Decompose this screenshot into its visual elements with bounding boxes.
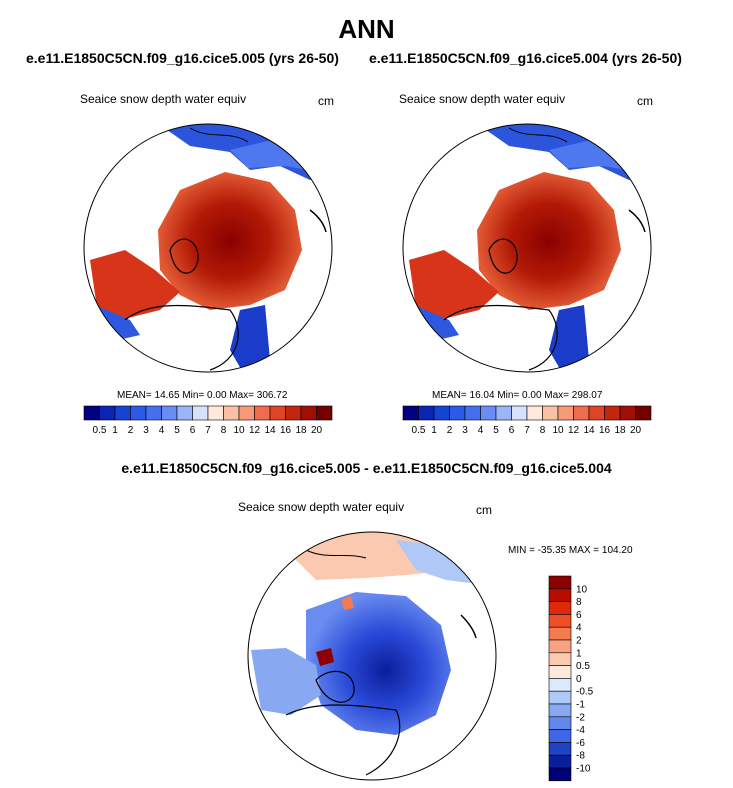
left-colorbar-tick-label: 14	[264, 425, 276, 436]
left-colorbar-swatch	[193, 406, 209, 420]
difference-colorbar	[540, 574, 600, 784]
right-colorbar-swatch	[496, 406, 512, 420]
diff-colorbar-swatch	[549, 602, 571, 615]
right-colorbar-swatch	[434, 406, 450, 420]
left-colorbar-tick-label: 12	[248, 425, 261, 436]
diff-colorbar-tick-label: -8	[576, 750, 585, 762]
left-stats: MEAN= 14.65 Min= 0.00 Max= 306.72	[117, 390, 288, 401]
left-colorbar-tick-label: 6	[189, 425, 196, 436]
left-units-label: cm	[318, 94, 334, 108]
left-colorbar-tick-label: 20	[310, 425, 323, 436]
diff-colorbar-swatch	[549, 653, 571, 666]
right-polar-map	[399, 120, 655, 376]
diff-colorbar-swatch	[549, 614, 571, 627]
left-colorbar-tick-label: 2	[127, 425, 134, 436]
diff-colorbar-tick-label: 8	[576, 597, 582, 609]
left-polar-map	[80, 120, 336, 376]
right-colorbar-swatch	[589, 406, 605, 420]
right-colorbar-swatch	[543, 406, 559, 420]
left-colorbar-swatch	[224, 406, 240, 420]
right-colorbar-swatch	[465, 406, 481, 420]
diff-colorbar-tick-label: -2	[576, 712, 585, 724]
right-colorbar-tick-label: 0.5	[411, 425, 426, 436]
diff-colorbar-swatch	[549, 730, 571, 743]
right-colorbar-tick-label: 5	[493, 425, 499, 436]
left-colorbar-tick-label: 5	[174, 425, 180, 436]
right-colorbar-tick-label: 12	[567, 425, 580, 436]
left-colorbar-tick-label: 1	[112, 425, 118, 436]
left-colorbar-tick-label: 16	[279, 425, 292, 436]
right-colorbar	[395, 402, 659, 442]
diff-colorbar-swatch	[549, 755, 571, 768]
diff-colorbar-tick-label: 1	[576, 648, 582, 660]
right-colorbar-swatch	[403, 406, 419, 420]
diff-colorbar-swatch	[549, 717, 571, 730]
diff-colorbar-swatch	[549, 742, 571, 755]
right-colorbar-tick-label: 18	[614, 425, 626, 436]
right-colorbar-swatch	[527, 406, 543, 420]
diff-colorbar-swatch	[549, 666, 571, 679]
left-colorbar-swatch	[162, 406, 178, 420]
diff-colorbar-swatch	[549, 678, 571, 691]
right-stats: MEAN= 16.04 Min= 0.00 Max= 298.07	[432, 390, 603, 401]
left-colorbar-swatch	[255, 406, 271, 420]
diff-colorbar-swatch	[549, 704, 571, 717]
right-colorbar-tick-label: 20	[629, 425, 642, 436]
diff-colorbar-tick-label: 4	[576, 622, 582, 634]
left-case-title: e.e11.E1850C5CN.f09_g16.cice5.005 (yrs 26-50)	[26, 50, 339, 66]
right-colorbar-tick-label: 6	[508, 425, 515, 436]
figure-title: ANN	[338, 14, 395, 44]
left-colorbar-swatch	[84, 406, 100, 420]
right-colorbar-tick-label: 2	[446, 425, 453, 436]
diff-colorbar-swatch	[549, 627, 571, 640]
right-colorbar-swatch	[450, 406, 466, 420]
right-colorbar-tick-label: 3	[462, 425, 468, 436]
left-colorbar-swatch	[177, 406, 193, 420]
diff-colorbar-tick-label: 0.5	[576, 661, 590, 673]
right-colorbar-tick-label: 7	[524, 425, 530, 436]
right-plot-label: Seaice snow depth water equiv	[399, 92, 566, 106]
diff-colorbar-tick-label: -4	[576, 725, 585, 737]
difference-polar-map	[246, 530, 498, 782]
left-colorbar-swatch	[270, 406, 286, 420]
left-colorbar-swatch	[286, 406, 302, 420]
difference-title: e.e11.E1850C5CN.f09_g16.cice5.005 - e.e11.E1850C5CN.f09_g16.cice5.004	[121, 460, 612, 476]
left-colorbar-tick-label: 3	[143, 425, 149, 436]
right-colorbar-tick-label: 4	[477, 425, 484, 436]
right-colorbar-swatch	[512, 406, 528, 420]
right-colorbar-swatch	[636, 406, 652, 420]
left-colorbar-swatch	[131, 406, 147, 420]
right-colorbar-swatch	[605, 406, 621, 420]
diff-colorbar-tick-label: -0.5	[576, 686, 594, 698]
right-colorbar-swatch	[574, 406, 590, 420]
diff-colorbar-tick-label: -6	[576, 737, 585, 749]
left-colorbar-swatch	[317, 406, 333, 420]
right-colorbar-tick-label: 1	[431, 425, 437, 436]
left-colorbar	[76, 402, 340, 442]
right-colorbar-tick-label: 8	[539, 425, 546, 436]
diff-plot-label: Seaice snow depth water equiv	[238, 500, 405, 514]
diff-colorbar-swatch	[549, 589, 571, 602]
left-colorbar-swatch	[301, 406, 317, 420]
right-colorbar-tick-label: 14	[583, 425, 595, 436]
diff-units-label: cm	[476, 503, 492, 517]
diff-colorbar-tick-label: 6	[576, 609, 582, 621]
diff-stats: MIN = -35.35 MAX = 104.20	[508, 545, 633, 556]
right-units-label: cm	[637, 94, 653, 108]
left-colorbar-swatch	[239, 406, 255, 420]
left-colorbar-tick-label: 7	[205, 425, 211, 436]
diff-colorbar-swatch	[549, 768, 571, 781]
left-colorbar-swatch	[115, 406, 131, 420]
left-colorbar-tick-label: 0.5	[92, 425, 107, 436]
right-colorbar-tick-label: 16	[598, 425, 611, 436]
diff-colorbar-swatch	[549, 691, 571, 704]
left-colorbar-swatch	[146, 406, 162, 420]
left-plot-label: Seaice snow depth water equiv	[80, 92, 247, 106]
left-colorbar-swatch	[100, 406, 116, 420]
diff-colorbar-tick-label: 10	[576, 584, 588, 596]
left-colorbar-swatch	[208, 406, 224, 420]
diff-colorbar-tick-label: -1	[576, 699, 585, 711]
diff-colorbar-tick-label: -10	[576, 763, 591, 775]
right-case-title: e.e11.E1850C5CN.f09_g16.cice5.004 (yrs 26-50)	[369, 50, 682, 66]
right-colorbar-swatch	[481, 406, 497, 420]
diff-colorbar-swatch	[549, 640, 571, 653]
diff-colorbar-tick-label: 2	[576, 635, 582, 647]
diff-colorbar-swatch	[549, 576, 571, 589]
right-colorbar-swatch	[620, 406, 636, 420]
left-colorbar-tick-label: 4	[158, 425, 165, 436]
diff-colorbar-tick-label: 0	[576, 673, 582, 685]
left-colorbar-tick-label: 8	[220, 425, 227, 436]
right-colorbar-swatch	[419, 406, 435, 420]
right-colorbar-tick-label: 10	[552, 425, 564, 436]
left-colorbar-tick-label: 10	[233, 425, 245, 436]
right-colorbar-swatch	[558, 406, 574, 420]
left-colorbar-tick-label: 18	[295, 425, 307, 436]
